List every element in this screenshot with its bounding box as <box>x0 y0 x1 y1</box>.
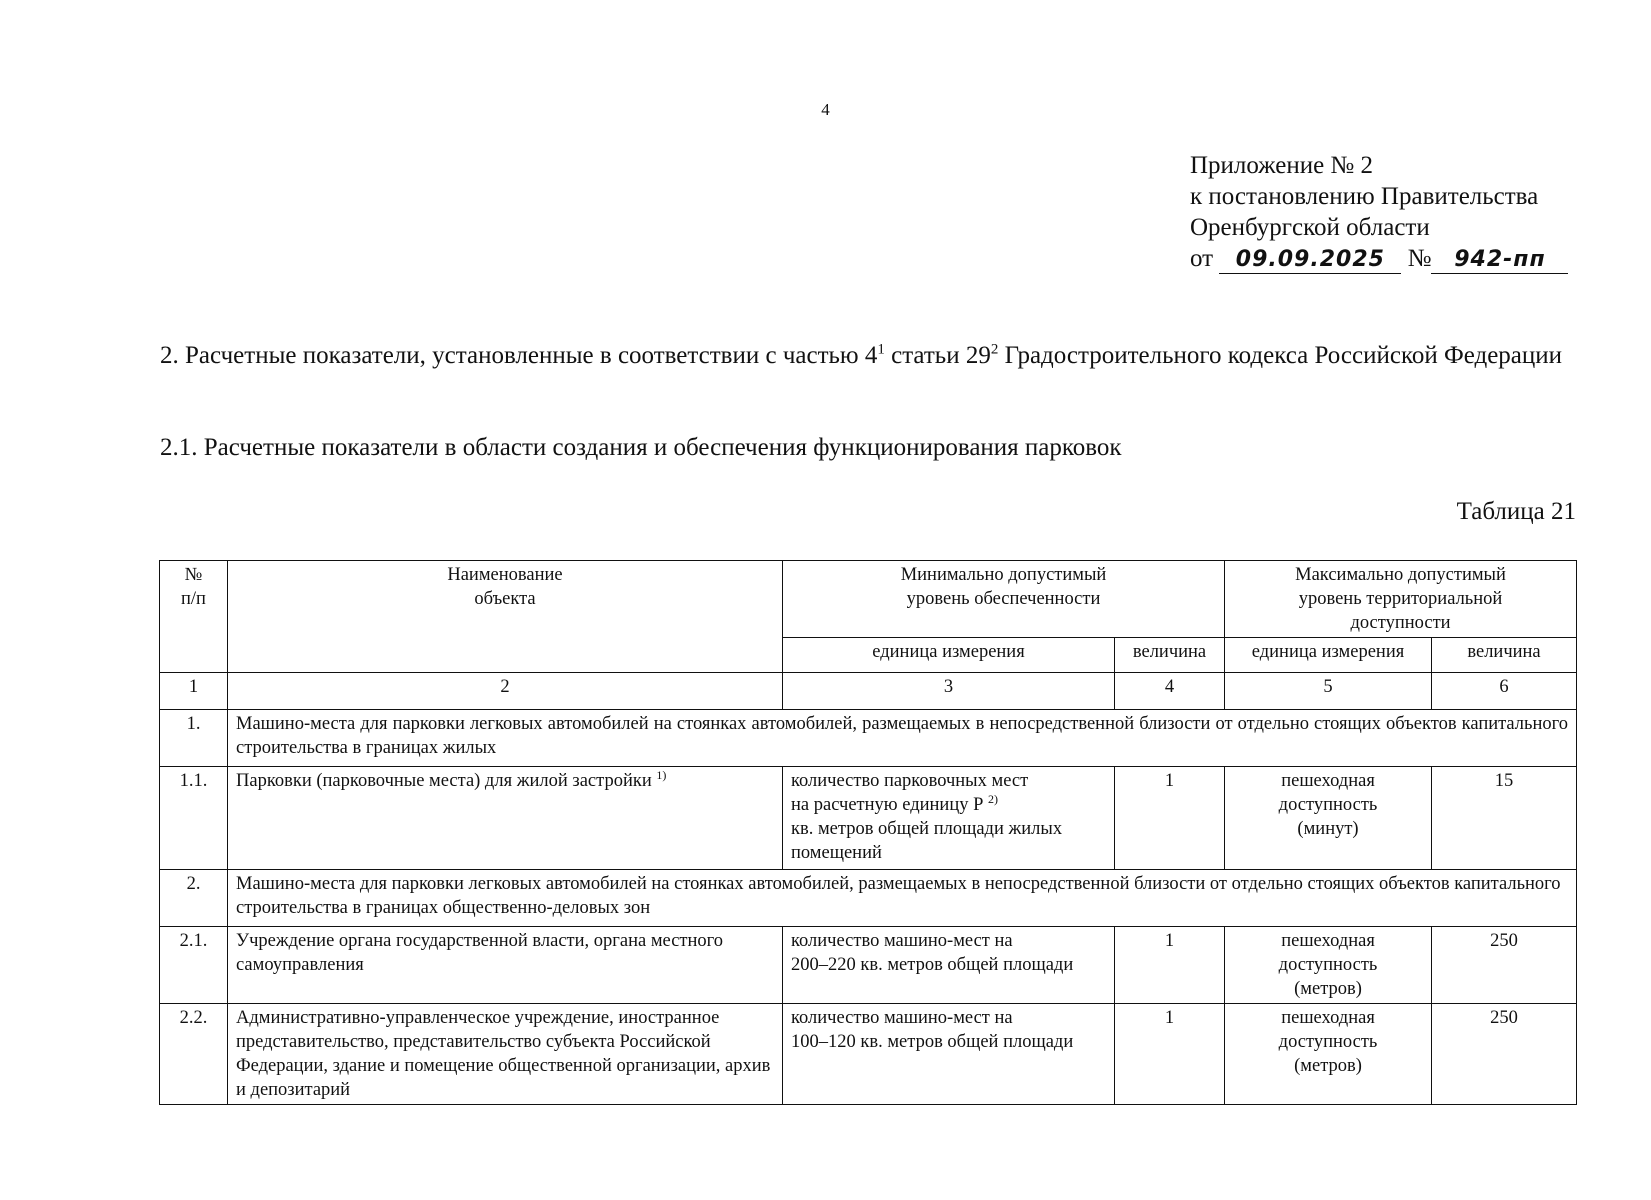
header-max-line2: уровень территориальной <box>1298 589 1503 609</box>
value-cell: 1 <box>1115 767 1225 870</box>
unit2-line: пешеходная <box>1281 771 1375 791</box>
header-name-line1: Наименование <box>447 565 563 585</box>
header-min-level <box>783 561 1225 638</box>
unit-line: помещений <box>791 843 882 863</box>
section-title-sup1: 1 <box>877 341 885 358</box>
unit2-line: доступность <box>1278 795 1378 815</box>
col-number: 2 <box>228 673 783 710</box>
value-cell: 1 <box>1115 1004 1225 1105</box>
header-value: величина <box>1115 638 1225 673</box>
handwritten-number: 942-пп <box>1431 247 1568 274</box>
unit-line: количество парковочных мест <box>791 771 1029 791</box>
handwritten-date: 09.09.2025 <box>1219 247 1401 274</box>
col-number: 3 <box>783 673 1115 710</box>
unit-line: количество машино-мест на <box>791 931 1013 951</box>
header-name-line2: объекта <box>474 589 536 609</box>
value-cell: 1 <box>1115 927 1225 1004</box>
unit2-line: доступность <box>1278 1032 1378 1052</box>
unit-cell <box>783 927 1115 1004</box>
unit-cell <box>783 1004 1115 1105</box>
header-max-line1: Максимально допустимый <box>1295 565 1506 585</box>
unit-line: 100–120 кв. метров общей площади <box>791 1032 1074 1052</box>
unit2-line: (метров) <box>1294 979 1362 999</box>
unit-line: кв. метров общей площади жилых <box>791 819 1063 839</box>
value2-cell: 250 <box>1432 1004 1577 1105</box>
unit2-line: (минут) <box>1297 819 1359 839</box>
table-row <box>160 767 1577 870</box>
header-unit2: единица измерения <box>1225 638 1432 673</box>
header-num <box>160 561 228 673</box>
unit2-line: пешеходная <box>1281 931 1375 951</box>
col-number: 1 <box>160 673 228 710</box>
section-title-sup2: 2 <box>990 341 999 358</box>
object-name: Административно-управленческое учреждение, иностранное представительство, представительство субъекта Российской Федерации, здание и помещение общественной организации, архив и депозитарий <box>228 1004 783 1105</box>
value2-cell: 15 <box>1432 767 1577 870</box>
section-title-part3: Градостроительного кодекса Российской Федерации <box>998 342 1563 369</box>
table-row <box>160 1004 1577 1105</box>
section-title-part2: статьи 29 <box>884 342 991 369</box>
footnote-ref: 1) <box>656 767 667 782</box>
header-min-line2: уровень обеспеченности <box>906 589 1101 609</box>
table-row <box>160 927 1577 1004</box>
header-row-1 <box>160 561 1577 638</box>
unit-cell <box>783 767 1115 870</box>
appendix-title: Приложение № 2 <box>1190 152 1374 179</box>
value2-cell: 250 <box>1432 927 1577 1004</box>
header-num-line2: п/п <box>181 589 206 609</box>
row-num: 1. <box>160 710 228 767</box>
page-number: 4 <box>821 100 830 119</box>
row-num: 2. <box>160 870 228 927</box>
number-prefix: № <box>1407 245 1432 272</box>
unit-line <box>791 793 1106 817</box>
section-title-part1: 2. Расчетные показатели, установленные в соответствии с частью 4 <box>160 342 878 369</box>
object-name-text: Парковки (парковочные места) для жилой застройки <box>236 771 652 791</box>
unit2-cell <box>1225 927 1432 1004</box>
col-number: 6 <box>1432 673 1577 710</box>
unit-line: количество машино-мест на <box>791 1008 1013 1028</box>
header-min-line1: Минимально допустимый <box>900 565 1107 585</box>
group-text: Машино-места для парковки легковых автомобилей на стоянках автомобилей, размещаемых в непосредственной близости от отдельно стоящих объектов капитального строительства в границах жилых <box>228 710 1577 767</box>
column-numbers-row <box>160 673 1577 710</box>
unit2-cell <box>1225 1004 1432 1105</box>
table-label: Таблица 21 <box>1456 498 1576 525</box>
subsection-title: 2.1. Расчетные показатели в области создания и обеспечения функционирования парковок <box>160 434 1122 461</box>
unit2-line: доступность <box>1278 955 1378 975</box>
date-prefix: от <box>1190 245 1214 272</box>
table-row-group <box>160 870 1577 927</box>
row-num: 2.2. <box>160 1004 228 1105</box>
unit2-line: пешеходная <box>1281 1008 1375 1028</box>
section-title <box>160 338 1580 373</box>
appendix-date-line <box>1190 243 1568 274</box>
row-num: 1.1. <box>160 767 228 870</box>
appendix-line2: к постановлению Правительства <box>1190 183 1539 210</box>
unit-line: 200–220 кв. метров общей площади <box>791 955 1074 975</box>
header-max-line3: доступности <box>1350 613 1451 633</box>
header-num-line1: № <box>184 565 203 585</box>
col-number: 4 <box>1115 673 1225 710</box>
appendix-line3: Оренбургской области <box>1190 214 1430 241</box>
table-row-group <box>160 710 1577 767</box>
header-max-level <box>1225 561 1577 638</box>
unit2-cell <box>1225 767 1432 870</box>
parking-indicators-table <box>159 560 1577 1105</box>
object-name <box>228 767 783 870</box>
unit-line-text: на расчетную единицу Р <box>791 795 984 815</box>
unit2-line: (метров) <box>1294 1056 1362 1076</box>
appendix-block <box>1190 150 1568 274</box>
object-name: Учреждение органа государственной власти, органа местного самоуправления <box>228 927 783 1004</box>
header-name <box>228 561 783 673</box>
header-value2: величина <box>1432 638 1577 673</box>
footnote-ref: 2) <box>988 791 999 806</box>
row-num: 2.1. <box>160 927 228 1004</box>
header-unit: единица измерения <box>783 638 1115 673</box>
group-text: Машино-места для парковки легковых автомобилей на стоянках автомобилей, размещаемых в непосредственной близости от отдельно стоящих объектов капитального строительства в границах общественно-деловых зон <box>228 870 1577 927</box>
col-number: 5 <box>1225 673 1432 710</box>
